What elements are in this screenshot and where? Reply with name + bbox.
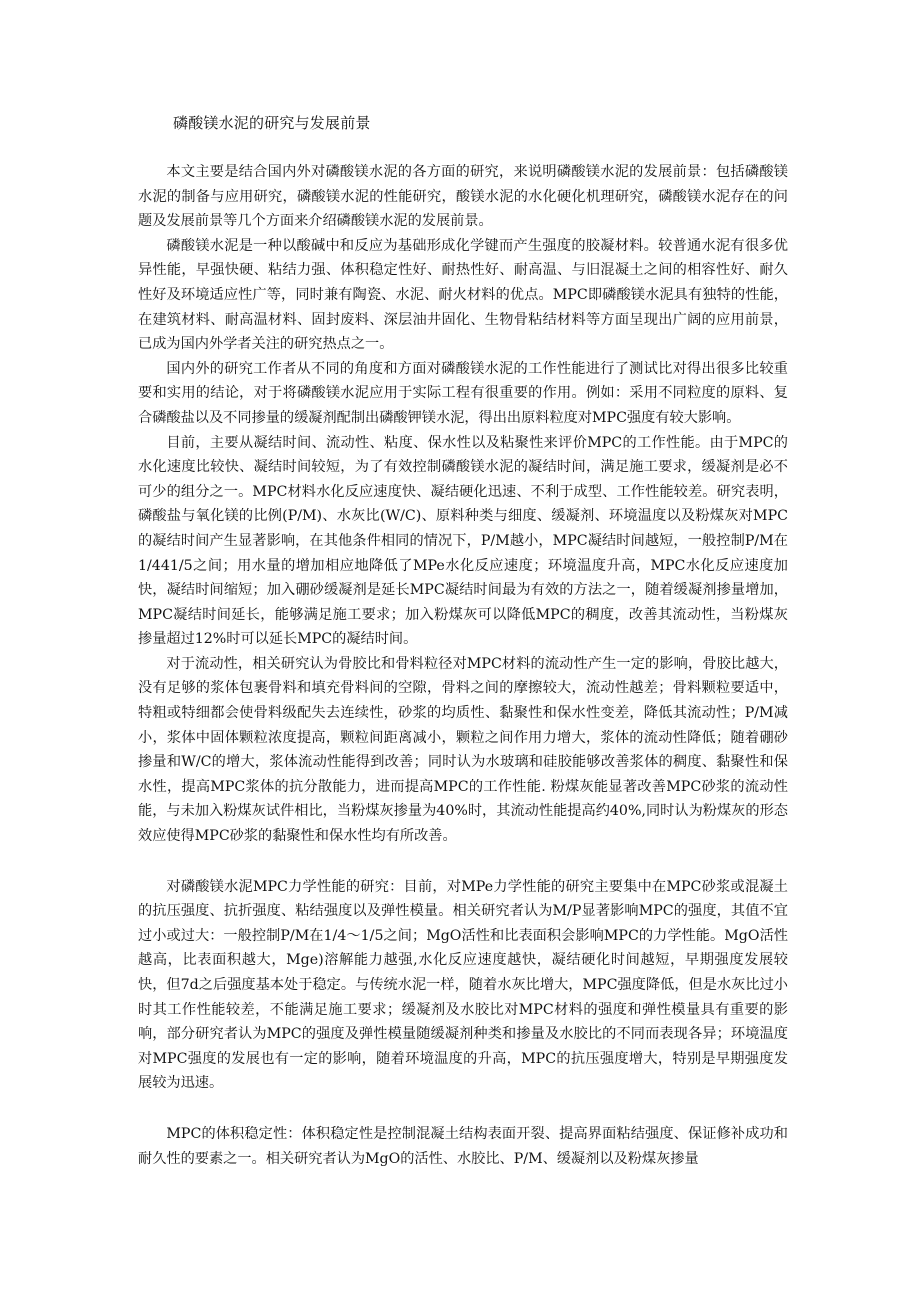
document-body: [138, 160, 788, 1171]
paragraph-volume-stability: MPC的体积稳定性：体积稳定性是控制混凝土结构表面开裂、提高界面粘结强度、保证修补成功和耐久性的要素之一。相关研究者认为MgO的活性、水胶比、P/M、缓凝剂以及粉煤灰掺量: [138, 1125, 788, 1167]
document-title: 磷酸镁水泥的研究与发展前景: [173, 114, 371, 132]
paragraph-mechanical-properties: 对磷酸镁水泥MPC力学性能的研究：目前，对MPe力学性能的研究主要集中在MPC砂浆或混凝土的抗压强度、抗折强度、粘结强度以及弹性模量。相关研究者认为M/P显著影响MPC的强度，其值不宜过小或过大：一般控制P/M在1/4～1/5之间；MgO活性和比表面积会影响MPC的力学性能。MgO活性越高，比表面积越大，Mge)溶解能力越强,水化反应速度越快，凝结硬化时间越短，早期强度发展较快，但7d之后强度基本处于稳定。与传统水泥一样，随着水灰比增大，MPC强度降低，但是水灰比过小时其工作性能较差，不能满足施工要求；缓凝剂及水胶比对MPC材料的强度和弹性模量具有重要的影响，部分研究者认为MPC的强度及弹性模量随缓凝剂种类和掺量及水胶比的不同而表现各异；环境温度对MPC强度的发展也有一定的影响，随着环境温度的升高，MPC的抗压强度增大，特别是早期强度发展较为迅速。: [138, 878, 788, 1092]
paragraph-fluidity: 对于流动性，相关研究认为骨胶比和骨料粒径对MPC材料的流动性产生一定的影响，骨胶比越大，没有足够的浆体包裹骨料和填充骨料间的空隙，骨料之间的摩擦较大，流动性越差；骨料颗粒要适中，特粗或特细都会使骨料级配失去连续性，砂浆的均质性、黏聚性和保水性变差，降低其流动性；P/M减小，浆体中固体颗粒浓度提高，颗粒间距离减小，颗粒之间作用力增大，浆体的流动性降低；随着硼砂掺量和W/C的增大，浆体流动性能得到改善；同时认为水玻璃和硅胶能够改善浆体的稠度、黏聚性和保水性，提高MPC浆体的抗分散能力，进而提高MPC的工作性能. 粉煤灰能显著改善MPC砂浆的流动性能，与未加入粉煤灰试件相比，当粉煤灰掺量为40%时，其流动性能提高约40%,同时认为粉煤灰的形态效应使得MPC砂浆的黏聚性和保水性均有所改善。: [138, 655, 788, 845]
paragraph-research-overview: 国内外的研究工作者从不同的角度和方面对磷酸镁水泥的工作性能进行了测试比对得出很多比较重要和实用的结论，对于将磷酸镁水泥应用于实际工程有很重要的作用。例如：采用不同粒度的原料、复合磷酸盐以及不同掺量的缓凝剂配制出磷酸钾镁水泥，得出出原料粒度对MPC强度有较大影响。: [138, 360, 788, 426]
paragraph-setting-time: 目前，主要从凝结时间、流动性、粘度、保水性以及粘聚性来评价MPC的工作性能。由于MPC的水化速度比较快、凝结时间较短，为了有效控制磷酸镁水泥的凝结时间，满足施工要求，缓凝剂是必不可少的组分之一。MPC材料水化反应速度快、凝结硬化迅速、不利于成型、工作性能较差。研究表明，磷酸盐与氧化镁的比例(P/M)、水灰比(W/C)、原料种类与细度、缓凝剂、环境温度以及粉煤灰对MPC的凝结时间产生显著影响，在其他条件相同的情况下，P/M越小，MPC凝结时间越短，一般控制P/M在1/441/5之间；用水量的增加相应地降低了MPe水化反应速度；环境温度升高，MPC水化反应速度加快，凝结时间缩短；加入硼砂缓凝剂是延长MPC凝结时间最为有效的方法之一，随着缓凝剂掺量增加，MPC凝结时间延长，能够满足施工要求；加入粉煤灰可以降低MPC的稠度，改善其流动性，当粉煤灰掺量超过12%时可以延长MPC的凝结时间。: [138, 434, 788, 648]
paragraph-intro: 本文主要是结合国内外对磷酸镁水泥的各方面的研究，来说明磷酸镁水泥的发展前景：包括磷酸镁水泥的制备与应用研究，磷酸镁水泥的性能研究，酸镁水泥的水化硬化机理研究，磷酸镁水泥存在的问题及发展前景等几个方面来介绍磷酸镁水泥的发展前景。: [138, 164, 788, 230]
paragraph-definition: 磷酸镁水泥是一种以酸碱中和反应为基础形成化学键而产生强度的胶凝材料。较普通水泥有很多优异性能，早强快硬、粘结力强、体积稳定性好、耐热性好、耐高温、与旧混凝土之间的相容性好、耐久性好及环境适应性广等，同时兼有陶瓷、水泥、耐火材料的优点。MPC即磷酸镁水泥具有独特的性能，在建筑材料、耐高温材料、固封废料、深层油井固化、生物骨粘结材料等方面呈现出广阔的应用前景，已成为国内外学者关注的研究热点之一。: [138, 237, 788, 353]
